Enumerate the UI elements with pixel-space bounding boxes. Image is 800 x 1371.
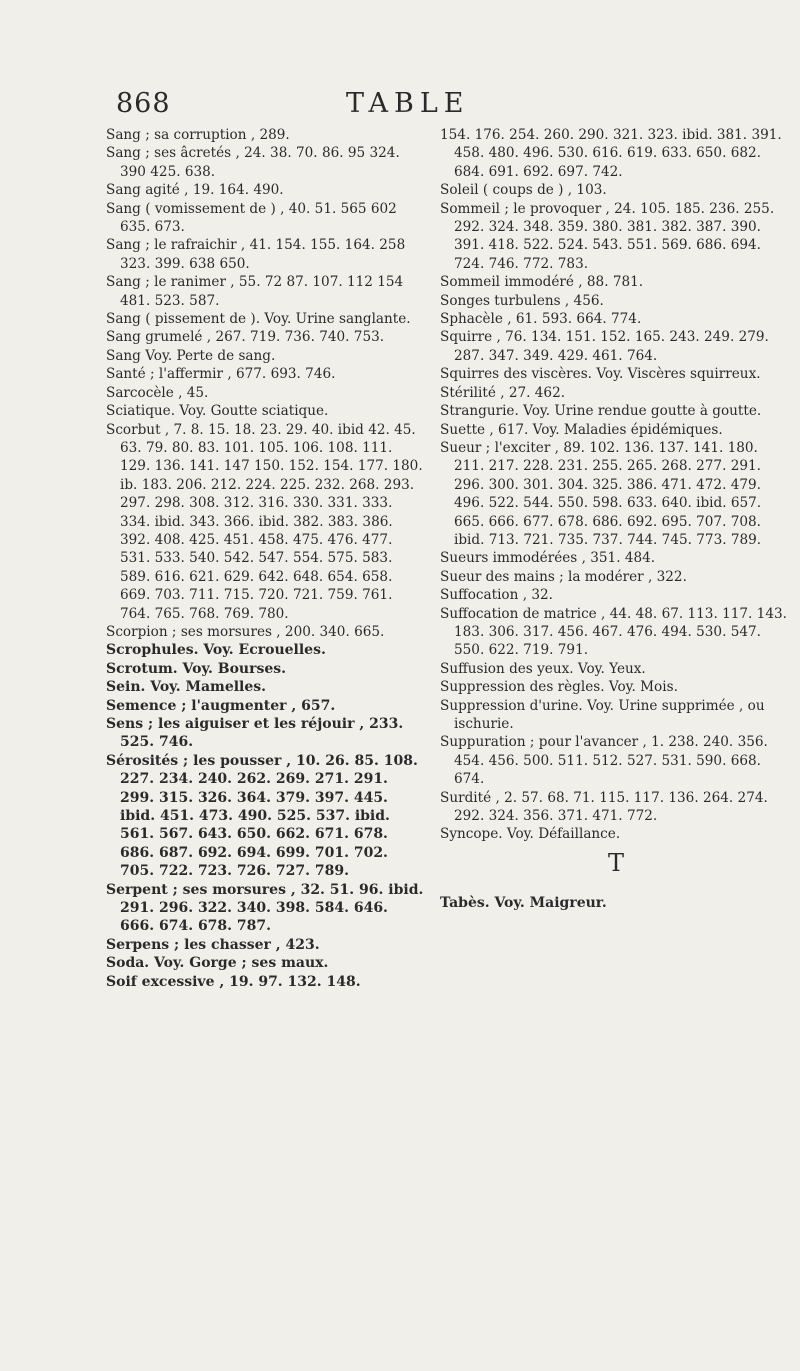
- index-entry: Strangurie. Voy. Urine rendue goutte à goutte.: [440, 403, 762, 420]
- index-entry: Suffocation , 32.: [440, 587, 553, 604]
- index-entry: Tabès. Voy. Maigreur.: [440, 895, 607, 912]
- page-title: TABLE: [346, 88, 470, 119]
- index-entry: Sang ; ses âcretés , 24. 38. 70. 86. 95 324. 390 425. 638.: [106, 145, 405, 180]
- index-entry: Sang ( vomissement de ) , 40. 51. 565 602 635. 673.: [106, 200, 402, 236]
- index-entry: Sein. Voy. Mamelles.: [106, 679, 267, 696]
- index-entry: Squirres des viscères. Voy. Viscères squirreux.: [440, 366, 761, 383]
- index-entry: Suffocation de matrice , 44. 48. 67. 113. 117. 143. 183. 306. 317. 456. 467. 476. 494. 530. 547. 550. 622. 719. 791.: [440, 605, 792, 659]
- index-entry: Stérilité , 27. 462.: [440, 384, 566, 401]
- index-entry: Suppuration ; pour l'avancer , 1. 238. 240. 356. 454. 456. 500. 511. 512. 527. 531. 590. 668. 674.: [440, 734, 773, 788]
- index-entry: Sens ; les aiguiser et les réjouir , 233. 525. 746.: [106, 716, 409, 751]
- index-entry: Sang agité , 19. 164. 490.: [106, 182, 284, 199]
- index-entry: Soda. Voy. Gorge ; ses maux.: [106, 955, 329, 972]
- index-entry: Sueurs immodérées , 351. 484.: [440, 550, 656, 567]
- index-entry: Scorpion ; ses morsures , 200. 340. 665.: [106, 623, 385, 640]
- index-entry: Soleil ( coups de ) , 103.: [440, 182, 607, 199]
- index-entry: Sciatique. Voy. Goutte sciatique.: [106, 403, 329, 420]
- index-entry: Sang ; le rafraichir , 41. 154. 155. 164. 258 323. 399. 638 650.: [106, 237, 410, 272]
- index-entry: Sommeil immodéré , 88. 781.: [440, 274, 644, 291]
- index-entry: Sérosités ; les pousser , 10. 26. 85. 108. 227. 234. 240. 262. 269. 271. 291. 299. 315. 326. 364. 379. 397. 445. ibid. 451. 473. 490. 525. 537. ibid. 561. 567. 643. 650. 662. 671. 678. 686. 687. 692. 694. 699. 701. 702. 705. 722. 723. 726. 727. 789.: [106, 752, 423, 880]
- index-entry: Suppression d'urine. Voy. Urine supprimée , ou ischurie.: [440, 697, 769, 732]
- index-entry: Semence ; l'augmenter , 657.: [106, 697, 336, 714]
- index-entry: Sueur ; l'exciter , 89. 102. 136. 137. 141. 180. 211. 217. 228. 231. 255. 265. 268. 277. 291. 296. 300. 301. 304. 325. 386. 471. 472. 479. 496. 522. 544. 550. 598. 633. 640. ibid. 657. 665. 666. 677. 678. 686. 692. 695. 707. 708. ibid. 713. 721. 735. 737. 744. 745. 773. 789.: [440, 439, 766, 548]
- index-entry: Sarcocèle , 45.: [106, 384, 209, 401]
- index-entry: Sang Voy. Perte de sang.: [106, 347, 276, 364]
- index-entry: Suppression des règles. Voy. Mois.: [440, 679, 678, 696]
- index-entry: Suette , 617. Voy. Maladies épidémiques.: [440, 421, 723, 438]
- index-entry: Sphacèle , 61. 593. 664. 774.: [440, 311, 642, 328]
- index-entry: Sang ; le ranimer , 55. 72 87. 107. 112 154 481. 523. 587.: [106, 274, 408, 309]
- left-column: [106, 126, 429, 991]
- section-letter: T: [607, 848, 624, 877]
- index-entry: Sang ( pissement de ). Voy. Urine sanglante.: [106, 311, 411, 328]
- index-entry: Serpent ; ses morsures , 32. 51. 96. ibid. 291. 296. 322. 340. 398. 584. 646. 666. 674. 678. 787.: [106, 881, 429, 935]
- page-header: [0, 88, 800, 122]
- index-entry: Songes turbulens , 456.: [440, 292, 604, 309]
- right-column: [440, 126, 792, 913]
- index-entry: Surdité , 2. 57. 68. 71. 115. 117. 136. 264. 274. 292. 324. 356. 371. 471. 772.: [440, 789, 773, 825]
- index-entry: Sommeil ; le provoquer , 24. 105. 185. 236. 255. 292. 324. 348. 359. 380. 381. 382. 387. 390. 391. 418. 522. 524. 543. 551. 569. 686. 694. 724. 746. 772. 783.: [440, 200, 779, 272]
- index-entry: Sang ; sa corruption , 289.: [106, 127, 290, 143]
- index-entry: Syncope. Voy. Défaillance.: [440, 826, 621, 843]
- index-entry: Scrotum. Voy. Bourses.: [106, 660, 287, 677]
- page-number: 868: [116, 88, 171, 119]
- index-entry: Squirre , 76. 134. 151. 152. 165. 243. 249. 279. 287. 347. 349. 429. 461. 764.: [440, 329, 774, 364]
- index-entry: Santé ; l'affermir , 677. 693. 746.: [106, 366, 336, 383]
- index-entry: Scrophules. Voy. Ecrouelles.: [106, 642, 326, 659]
- index-entry: Soif excessive , 19. 97. 132. 148.: [106, 973, 361, 990]
- index-entry: Serpens ; les chasser , 423.: [106, 936, 320, 953]
- index-entry: 154. 176. 254. 260. 290. 321. 323. ibid. 381. 391. 458. 480. 496. 530. 616. 619. 633. 650. 682. 684. 691. 692. 697. 742.: [440, 127, 787, 180]
- index-entry: Sueur des mains ; la modérer , 322.: [440, 568, 687, 585]
- index-entry: Suffusion des yeux. Voy. Yeux.: [440, 660, 646, 677]
- index-entry: Scorbut , 7. 8. 15. 18. 23. 29. 40. ibid 42. 45. 63. 79. 80. 83. 101. 105. 106. 108. 111. 129. 136. 141. 147 150. 152. 154. 177. 180. ib. 183. 206. 212. 224. 225. 232. 268. 293. 297. 298. 308. 312. 316. 330. 331. 333. 334. ibid. 343. 366. ibid. 382. 383. 386. 392. 408. 425. 451. 458. 475. 476. 477. 531. 533. 540. 542. 547. 554. 575. 583. 589. 616. 621. 629. 642. 648. 654. 658. 669. 703. 711. 715. 720. 721. 759. 761. 764. 765. 768. 769. 780.: [106, 421, 427, 622]
- index-entry: Sang grumelé , 267. 719. 736. 740. 753.: [106, 329, 385, 346]
